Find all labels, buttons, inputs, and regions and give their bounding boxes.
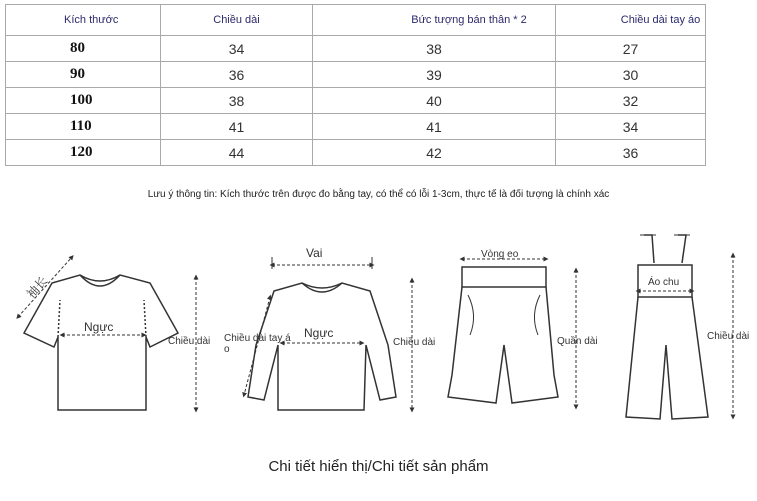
cell-length: 41	[161, 114, 313, 140]
tshirt-outline	[24, 275, 178, 410]
shorts-waistband	[462, 267, 546, 287]
table-row	[6, 62, 706, 88]
cell-size: 120	[6, 140, 161, 166]
header-length: Chiều dài	[161, 5, 313, 36]
cell-bust: 38	[313, 36, 556, 62]
cell-size: 80	[6, 36, 161, 62]
shorts-length-label: Quần dài	[557, 336, 598, 347]
table-header-row	[6, 5, 706, 36]
cell-length: 34	[161, 36, 313, 62]
cell-sleeve: 32	[556, 88, 706, 114]
sweater-chest-label: Ngực	[304, 326, 334, 340]
overalls-length-label: Chiều dài	[707, 331, 750, 342]
table-row	[6, 114, 706, 140]
shorts-outline	[448, 287, 558, 403]
size-table	[5, 4, 706, 166]
sweater-sleeve-label-cont: o	[224, 344, 230, 355]
table-row	[6, 140, 706, 166]
sweater-width-label: Vai	[306, 246, 323, 260]
overalls-bib-label: Áo chu	[648, 277, 680, 288]
cell-size: 90	[6, 62, 161, 88]
sweater-sleeve-label: Chiều dài tay á	[224, 333, 291, 344]
shorts-diagram	[448, 259, 576, 407]
cell-length: 36	[161, 62, 313, 88]
cell-length: 44	[161, 140, 313, 166]
overalls-straps	[644, 235, 686, 263]
cell-bust: 41	[313, 114, 556, 140]
overalls-outline	[626, 297, 708, 419]
cell-size: 100	[6, 88, 161, 114]
cell-bust: 42	[313, 140, 556, 166]
cell-sleeve: 27	[556, 36, 706, 62]
table-row	[6, 36, 706, 62]
sweater-outline	[248, 283, 396, 410]
cell-sleeve: 30	[556, 62, 706, 88]
tshirt-length-label: Chiều dài	[168, 336, 211, 347]
cell-sleeve: 36	[556, 140, 706, 166]
sweater-length-label: Chiều dài	[393, 337, 436, 348]
garment-diagrams	[0, 225, 757, 425]
shorts-waist-label: Vòng eo	[481, 249, 519, 260]
cell-bust: 39	[313, 62, 556, 88]
cell-size: 110	[6, 114, 161, 140]
tshirt-sleeve-label: 袖长	[23, 273, 51, 302]
cell-bust: 40	[313, 88, 556, 114]
header-size: Kích thước	[6, 5, 161, 36]
measurement-note: Lưu ý thông tin: Kích thước trên được đo bằng tay, có thể có lỗi 1-3cm, thực tế là đối tượng là chính xác	[147, 189, 610, 200]
table-row	[6, 88, 706, 114]
product-detail-caption: Chi tiết hiển thị/Chi tiết sản phẩm	[268, 458, 489, 475]
cell-sleeve: 34	[556, 114, 706, 140]
header-sleeve: Chiều dài tay áo	[556, 5, 706, 36]
cell-length: 38	[161, 88, 313, 114]
tshirt-chest-label: Ngực	[84, 320, 114, 334]
header-bust: Bức tượng bán thân * 2	[313, 5, 556, 36]
overalls-diagram	[626, 235, 733, 419]
